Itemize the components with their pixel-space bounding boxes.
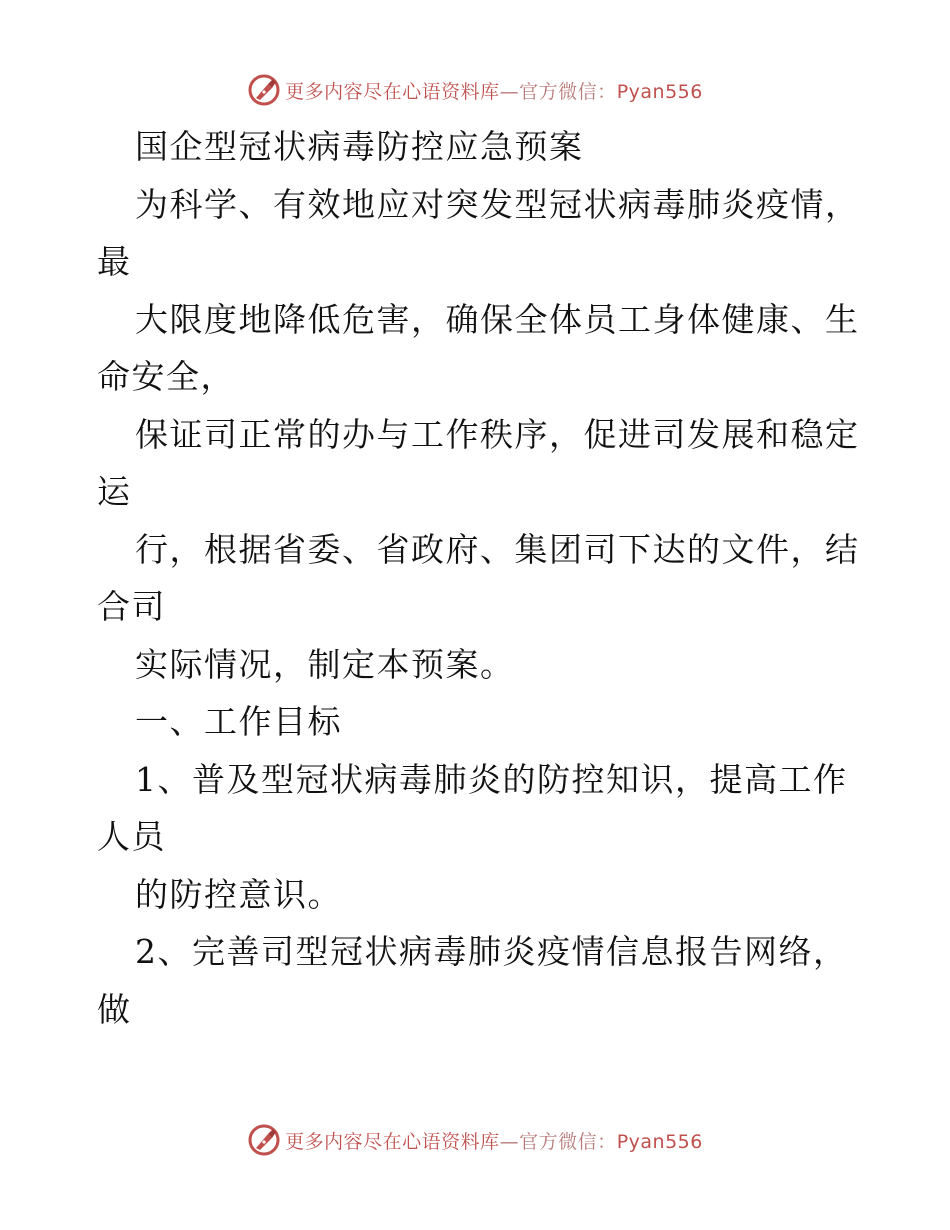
document-line: 实际情况，制定本预案。 — [135, 644, 515, 684]
watermark-wechat-label: 官方微信： — [519, 80, 617, 103]
watermark-separator: — — [499, 80, 520, 103]
document-line: 命安全， — [97, 357, 235, 396]
footer-watermark — [0, 1120, 950, 1160]
document-line: 人员 — [97, 817, 166, 856]
watermark-text — [285, 77, 703, 104]
document-line: 运 — [97, 472, 132, 511]
watermark-brand: 更多内容尽在心语资料库 — [285, 80, 500, 103]
pen-nib-logo-icon — [247, 1123, 281, 1157]
watermark-wechat-id: Pyan556 — [616, 80, 703, 103]
watermark-separator: — — [499, 1130, 520, 1153]
document-title: 国企型冠状病毒防控应急预案 — [135, 127, 584, 166]
document-line: 行，根据省委、省政府、集团司下达的文件，结 — [135, 529, 860, 569]
document-line: 最 — [97, 242, 132, 281]
watermark-wechat-label: 官方微信： — [519, 1130, 617, 1153]
document-line: 合司 — [97, 587, 166, 626]
document-line: 做 — [97, 989, 132, 1029]
watermark-text — [285, 1127, 703, 1154]
document-line: 保证司正常的办与工作秩序，促进司发展和稳定 — [135, 414, 860, 454]
pen-nib-logo-icon — [247, 73, 281, 107]
document-line: 为科学、有效地应对突发型冠状病毒肺炎疫情， — [135, 184, 860, 224]
watermark-brand: 更多内容尽在心语资料库 — [285, 1130, 500, 1153]
document-line: 的防控意识。 — [135, 874, 342, 914]
document-line: 大限度地降低危害，确保全体员工身体健康、生 — [135, 299, 860, 339]
document-line: 2、完善司型冠状病毒肺炎疫情信息报告网络， — [135, 932, 848, 971]
watermark-wechat-id: Pyan556 — [616, 1130, 703, 1153]
header-watermark — [0, 70, 950, 110]
section-heading: 一、工作目标 — [135, 702, 342, 741]
document-line: 1、普及型冠状病毒肺炎的防控知识，提高工作 — [135, 759, 848, 799]
document-body — [97, 118, 860, 1038]
